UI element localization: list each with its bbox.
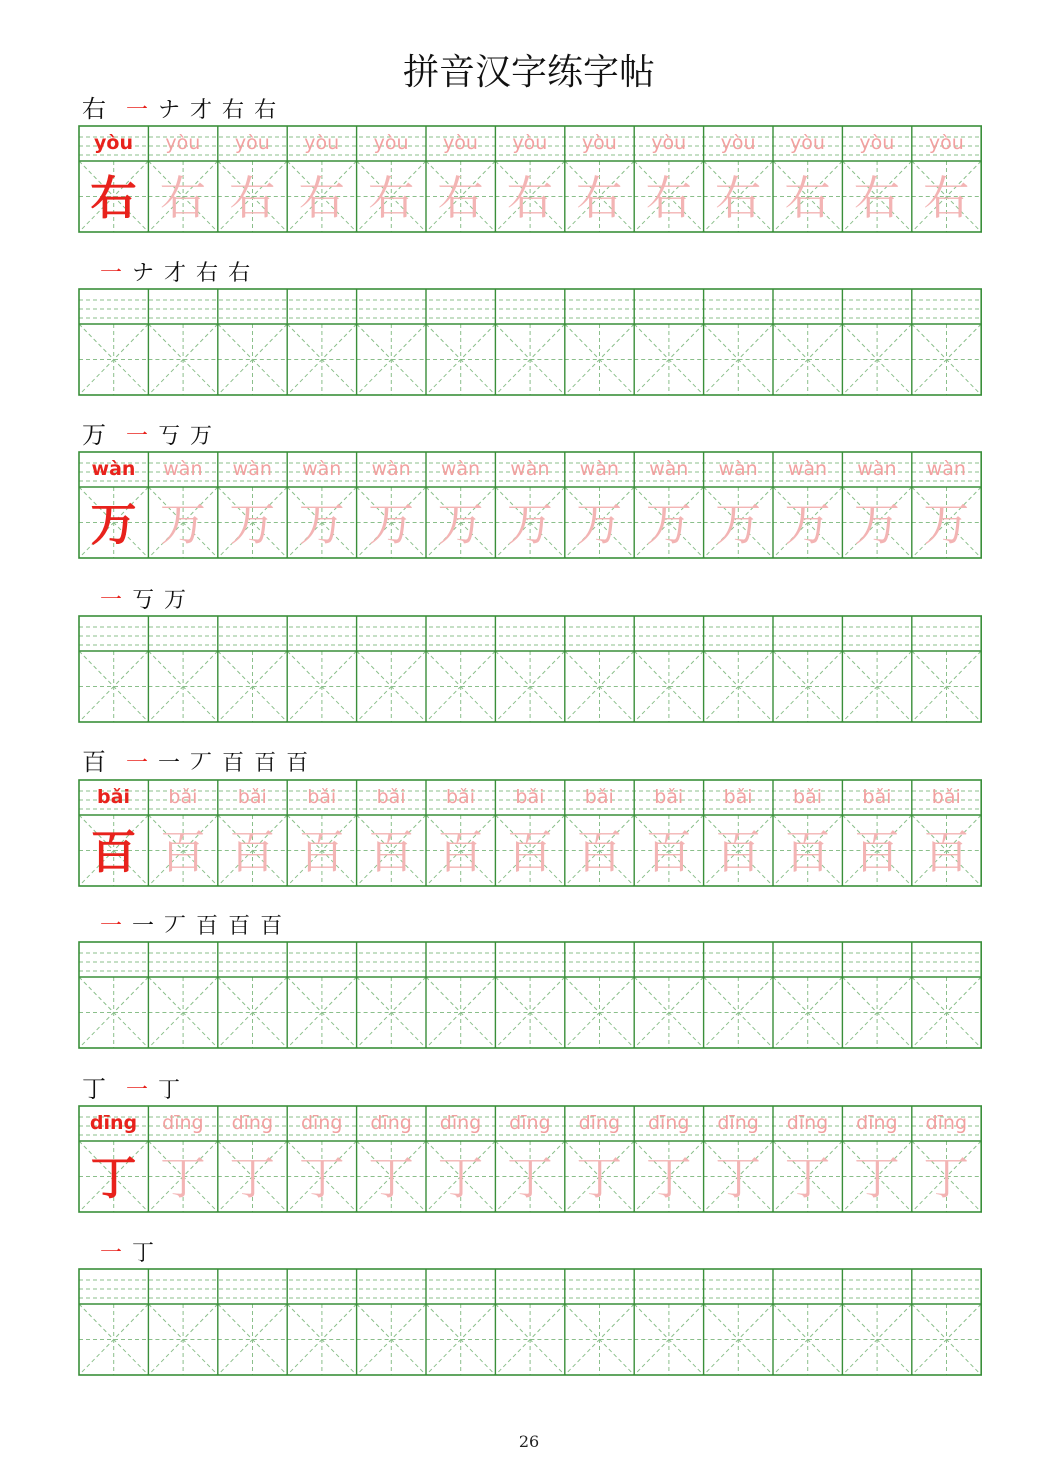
pinyin-text: bǎi	[446, 786, 475, 808]
pinyin-text: bǎi	[168, 786, 198, 808]
hanzi-text: 丁	[229, 1151, 276, 1205]
hanzi-text: 百	[506, 825, 553, 879]
pinyin-text: dīng	[717, 1112, 759, 1134]
pinyin-text: yòu	[581, 132, 617, 154]
hanzi-text: 右	[368, 171, 415, 225]
hanzi-text: 百	[159, 825, 206, 879]
pinyin-text: bǎi	[515, 786, 545, 808]
pinyin-text: dīng	[925, 1112, 968, 1134]
pinyin-text: wàn	[440, 458, 481, 480]
blank-cell[interactable]	[842, 1269, 911, 1375]
hanzi-text: 右	[853, 171, 900, 225]
hanzi-text: 丁	[715, 1151, 762, 1205]
blank-cell[interactable]	[912, 1269, 981, 1375]
blank-cell[interactable]	[218, 1269, 287, 1375]
hanzi-text: 右	[159, 171, 206, 225]
stroke-step: ナ	[158, 98, 181, 123]
pinyin-text: dīng	[786, 1112, 829, 1134]
blank-cell[interactable]	[287, 1269, 356, 1375]
stroke-step: 右	[254, 98, 277, 123]
hanzi-text: 万	[368, 497, 415, 551]
stroke-step: 一	[100, 914, 123, 939]
stroke-step: 右	[196, 261, 219, 286]
pinyin-text: yòu	[720, 132, 756, 154]
hanzi-text: 右	[645, 171, 692, 225]
pinyin-text: bǎi	[307, 786, 337, 808]
hanzi-text: 百	[853, 825, 900, 879]
hanzi-text: 右	[576, 171, 623, 225]
stroke-step: 一	[100, 261, 123, 286]
stroke-step: 百	[222, 751, 245, 776]
hanzi-text: 百	[923, 825, 970, 879]
stroke-step: 才	[190, 98, 213, 123]
hanzi-text: 右	[229, 171, 276, 225]
blank-cell[interactable]	[634, 1269, 703, 1375]
hanzi-text: 丁	[645, 1151, 692, 1205]
pinyin-text: bǎi	[97, 786, 130, 808]
stroke-step: 丂	[158, 424, 181, 449]
pinyin-text: bǎi	[723, 786, 753, 808]
stroke-step: 百	[286, 751, 309, 776]
hanzi-text: 右	[923, 171, 970, 225]
stroke-step: 一	[100, 1241, 123, 1266]
pinyin-text: yòu	[512, 132, 548, 154]
character-label: 丁	[82, 1075, 106, 1103]
character-label: 百	[82, 748, 106, 776]
hanzi-text: 丁	[576, 1151, 623, 1205]
stroke-step: 丁	[132, 1241, 155, 1266]
stroke-step: 一	[126, 98, 149, 123]
pinyin-text: dīng	[300, 1112, 343, 1134]
pinyin-text: wàn	[510, 458, 550, 480]
stroke-step: 一	[126, 1078, 149, 1103]
stroke-step: 丂	[132, 588, 155, 613]
pinyin-text: yòu	[443, 132, 478, 154]
pinyin-text: bǎi	[931, 786, 961, 808]
pinyin-text: yòu	[373, 132, 409, 154]
hanzi-text: 丁	[368, 1151, 415, 1205]
pinyin-text: wàn	[232, 458, 272, 480]
pinyin-text: wàn	[371, 458, 411, 480]
pinyin-text: yòu	[94, 132, 133, 154]
character-label: 万	[82, 421, 106, 449]
pinyin-text: wàn	[649, 458, 689, 480]
pinyin-text: dīng	[578, 1112, 621, 1134]
page-title: 拼音汉字练字帖	[402, 52, 655, 93]
hanzi-text: 右	[90, 171, 137, 225]
hanzi-text: 万	[437, 497, 484, 551]
pinyin-text: wàn	[718, 458, 758, 480]
hanzi-text: 百	[784, 825, 831, 879]
pinyin-text: yòu	[304, 132, 340, 154]
blank-cell[interactable]	[426, 1269, 495, 1375]
hanzi-text: 丁	[437, 1151, 484, 1205]
hanzi-text: 万	[298, 497, 345, 551]
hanzi-text: 百	[576, 825, 623, 879]
hanzi-text: 百	[229, 825, 276, 879]
hanzi-text: 万	[645, 497, 692, 551]
hanzi-text: 百	[298, 825, 345, 879]
page-number: 26	[518, 1432, 540, 1451]
hanzi-text: 万	[853, 497, 900, 551]
hanzi-text: 右	[715, 171, 762, 225]
hanzi-text: 丁	[90, 1151, 137, 1205]
stroke-step: 万	[164, 588, 187, 613]
stroke-step: 一	[100, 588, 123, 613]
stroke-step: 一	[158, 751, 181, 776]
pinyin-text: bǎi	[654, 786, 684, 808]
hanzi-text: 丁	[853, 1151, 900, 1205]
hanzi-text: 丁	[506, 1151, 553, 1205]
hanzi-text: 丁	[159, 1151, 206, 1205]
stroke-step: 一	[132, 914, 155, 939]
pinyin-text: yòu	[165, 132, 201, 154]
hanzi-text: 万	[715, 497, 762, 551]
hanzi-text: 百	[437, 825, 484, 879]
stroke-step: 百	[260, 914, 283, 939]
hanzi-text: 百	[645, 825, 692, 879]
stroke-step: 百	[228, 914, 251, 939]
pinyin-text: dīng	[509, 1112, 551, 1134]
hanzi-text: 丁	[923, 1151, 970, 1205]
pinyin-text: wàn	[787, 458, 828, 480]
hanzi-text: 万	[229, 497, 276, 551]
practice-row	[79, 1269, 981, 1375]
hanzi-text: 百	[90, 825, 137, 879]
pinyin-text: dīng	[370, 1112, 412, 1134]
stroke-step: 百	[196, 914, 219, 939]
pinyin-text: wàn	[91, 458, 136, 480]
blank-cell[interactable]	[704, 1269, 773, 1375]
character-label: 右	[82, 95, 106, 123]
pinyin-text: yòu	[859, 132, 895, 154]
hanzi-text: 万	[506, 497, 553, 551]
stroke-step: 丆	[164, 914, 187, 939]
hanzi-text: 万	[923, 497, 970, 551]
hanzi-text: 丁	[784, 1151, 831, 1205]
hanzi-text: 丁	[298, 1151, 345, 1205]
pinyin-text: bǎi	[376, 786, 406, 808]
stroke-step: 一	[126, 424, 149, 449]
pinyin-text: yòu	[928, 132, 964, 154]
blank-cell[interactable]	[79, 1269, 148, 1375]
pinyin-text: bǎi	[862, 786, 892, 808]
pinyin-text: wàn	[579, 458, 619, 480]
blank-cell[interactable]	[495, 1269, 564, 1375]
pinyin-text: wàn	[302, 458, 342, 480]
stroke-step: 万	[190, 424, 213, 449]
hanzi-text: 右	[506, 171, 553, 225]
pinyin-text: dīng	[162, 1112, 204, 1134]
pinyin-text: wàn	[163, 458, 203, 480]
pinyin-text: bǎi	[584, 786, 614, 808]
hanzi-text: 百	[715, 825, 762, 879]
pinyin-text: dīng	[856, 1112, 898, 1134]
stroke-step: ナ	[132, 261, 155, 286]
stroke-step: 百	[254, 751, 277, 776]
blank-cell[interactable]	[357, 1269, 426, 1375]
pinyin-text: bǎi	[793, 786, 822, 808]
hanzi-text: 百	[368, 825, 415, 879]
pinyin-text: dīng	[231, 1112, 274, 1134]
hanzi-text: 右	[437, 171, 484, 225]
pinyin-text: dīng	[439, 1112, 482, 1134]
hanzi-text: 右	[784, 171, 831, 225]
pinyin-text: wàn	[857, 458, 897, 480]
stroke-step: 才	[164, 261, 187, 286]
hanzi-text: 万	[159, 497, 206, 551]
pinyin-text: dīng	[647, 1112, 690, 1134]
stroke-step: 丁	[158, 1078, 181, 1103]
hanzi-text: 万	[90, 497, 137, 551]
hanzi-text: 右	[298, 171, 345, 225]
blank-cell[interactable]	[565, 1269, 634, 1375]
blank-cell[interactable]	[148, 1269, 217, 1375]
stroke-step: 右	[228, 261, 251, 286]
pinyin-text: bǎi	[237, 786, 267, 808]
pinyin-text: yòu	[234, 132, 270, 154]
stroke-step: 右	[222, 98, 245, 123]
hanzi-text: 万	[576, 497, 623, 551]
hanzi-text: 万	[784, 497, 831, 551]
stroke-step: 丆	[190, 751, 213, 776]
pinyin-text: yòu	[651, 132, 687, 154]
pinyin-text: yòu	[790, 132, 825, 154]
stroke-step: 一	[126, 751, 149, 776]
pinyin-text: wàn	[926, 458, 966, 480]
pinyin-text: dīng	[89, 1112, 138, 1134]
blank-cell[interactable]	[773, 1269, 842, 1375]
